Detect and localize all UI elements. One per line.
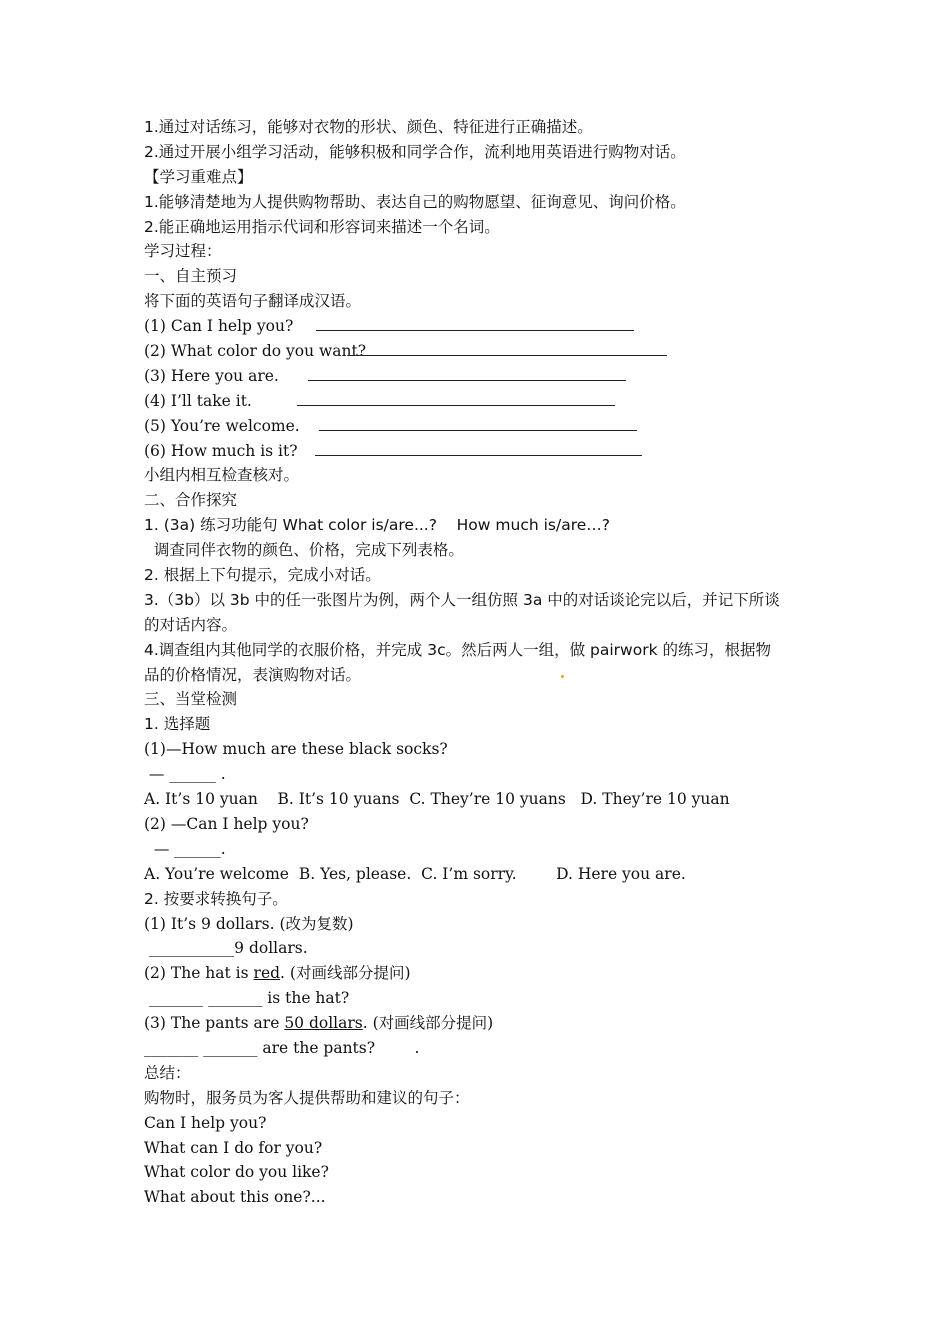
translate-item-1 (144, 314, 824, 339)
transform-question-3 (144, 1011, 824, 1036)
translate-item-2 (144, 339, 824, 364)
underlined-part: 50 dollars (284, 1014, 363, 1033)
question-text: (3) The pants are (144, 1014, 285, 1033)
sentence-text: (2) What color do you want? (144, 342, 367, 361)
worksheet-page (144, 115, 824, 1210)
summary-phrase-1: Can I help you? (144, 1113, 267, 1132)
section1-heading: 一、自主预习 (144, 267, 238, 286)
translate-item-5 (144, 414, 824, 439)
translate-item-6 (144, 439, 824, 464)
answer-blank[interactable] (349, 339, 667, 356)
transform-question-2 (144, 961, 824, 986)
objective-2: 2.通过开展小组学习活动，能够积极和同学合作，流利地用英语进行购物对话。 (144, 142, 686, 161)
section2-item1-sub: 调查同伴衣物的颜色、价格，完成下列表格。 (144, 541, 464, 560)
sentence-text: (5) You’re welcome. (144, 416, 300, 435)
answer-blank[interactable] (308, 364, 626, 381)
mc-question-1: (1)—How much are these black socks? (144, 740, 448, 759)
question-instruction: . (对画线部分提问) (280, 964, 411, 983)
transform-answer-1[interactable]: ___________9 dollars. (144, 939, 308, 958)
summary-phrase-4: What about this one?... (144, 1188, 326, 1207)
translate-item-4 (144, 389, 824, 414)
section1-instruction: 将下面的英语句子翻译成汉语。 (144, 292, 362, 311)
summary-intro: 购物时，服务员为客人提供帮助和建议的句子： (144, 1088, 470, 1107)
key-point-2: 2.能正确地运用指示代词和形容词来描述一个名词。 (144, 217, 500, 236)
mc-options-1: A. It’s 10 yuan B. It’s 10 yuans C. They’re 10 yuans D. They’re 10 yuan (144, 790, 730, 809)
answer-blank[interactable] (315, 439, 642, 456)
transform-answer-2[interactable]: _______ _______ is the hat? (144, 989, 350, 1008)
mc-heading: 1. 选择题 (144, 715, 211, 734)
section1-check: 小组内相互检查核对。 (144, 466, 300, 485)
mc-options-2: A. You’re welcome B. Yes, please. C. I’m sorry. D. Here you are. (144, 864, 686, 883)
section2-item3-line1: 3.（3b）以 3b 中的任一张图片为例，两个人一组仿照 3a 中的对话谈论完以后，并记下所谈 (144, 590, 780, 609)
section2-item2: 2. 根据上下句提示，完成小对话。 (144, 566, 381, 585)
underlined-part: red (253, 964, 281, 983)
answer-blank[interactable] (316, 314, 634, 331)
answer-blank[interactable] (319, 414, 637, 431)
summary-phrase-2: What can I do for you? (144, 1138, 323, 1157)
question-text: (2) The hat is (144, 964, 254, 983)
mc-question-2: (2) —Can I help you? (144, 814, 309, 833)
sentence-text: (3) Here you are. (144, 366, 279, 385)
transform-question-1: (1) It’s 9 dollars. (改为复数) (144, 914, 354, 933)
key-points-heading: 【学习重难点】 (144, 167, 253, 186)
summary-heading: 总结： (144, 1063, 191, 1082)
transform-answer-3[interactable]: _______ _______ are the pants? . (144, 1038, 420, 1057)
mc-answer-1[interactable]: — ______ . (144, 765, 226, 784)
stray-mark (561, 675, 564, 678)
sentence-text: (1) Can I help you? (144, 317, 294, 336)
translate-item-3 (144, 364, 824, 389)
section2-item3-line2: 的对话内容。 (144, 615, 238, 634)
transform-heading: 2. 按要求转换句子。 (144, 889, 288, 908)
sentence-text: (4) I’ll take it. (144, 391, 252, 410)
mc-answer-2[interactable]: — ______. (144, 839, 226, 858)
summary-phrase-3: What color do you like? (144, 1163, 329, 1182)
answer-blank[interactable] (297, 389, 615, 406)
section2-item1: 1. (3a) 练习功能句 What color is/are...? How much is/are…? (144, 516, 610, 535)
process-heading: 学习过程： (144, 242, 222, 261)
section2-item4-line1: 4.调查组内其他同学的衣服价格，并完成 3c。然后两人一组，做 pairwork 的练习，根据物 (144, 640, 771, 659)
objective-1: 1.通过对话练习，能够对衣物的形状、颜色、特征进行正确描述。 (144, 118, 593, 136)
section2-heading: 二、合作探究 (144, 491, 238, 510)
section3-heading: 三、当堂检测 (144, 690, 238, 709)
question-instruction: . (对画线部分提问) (362, 1014, 494, 1033)
key-point-1: 1.能够清楚地为人提供购物帮助、表达自己的购物愿望、征询意见、询问价格。 (144, 192, 686, 211)
section2-item4-line2: 品的价格情况，表演购物对话。 (144, 665, 362, 684)
sentence-text: (6) How much is it? (144, 441, 298, 460)
